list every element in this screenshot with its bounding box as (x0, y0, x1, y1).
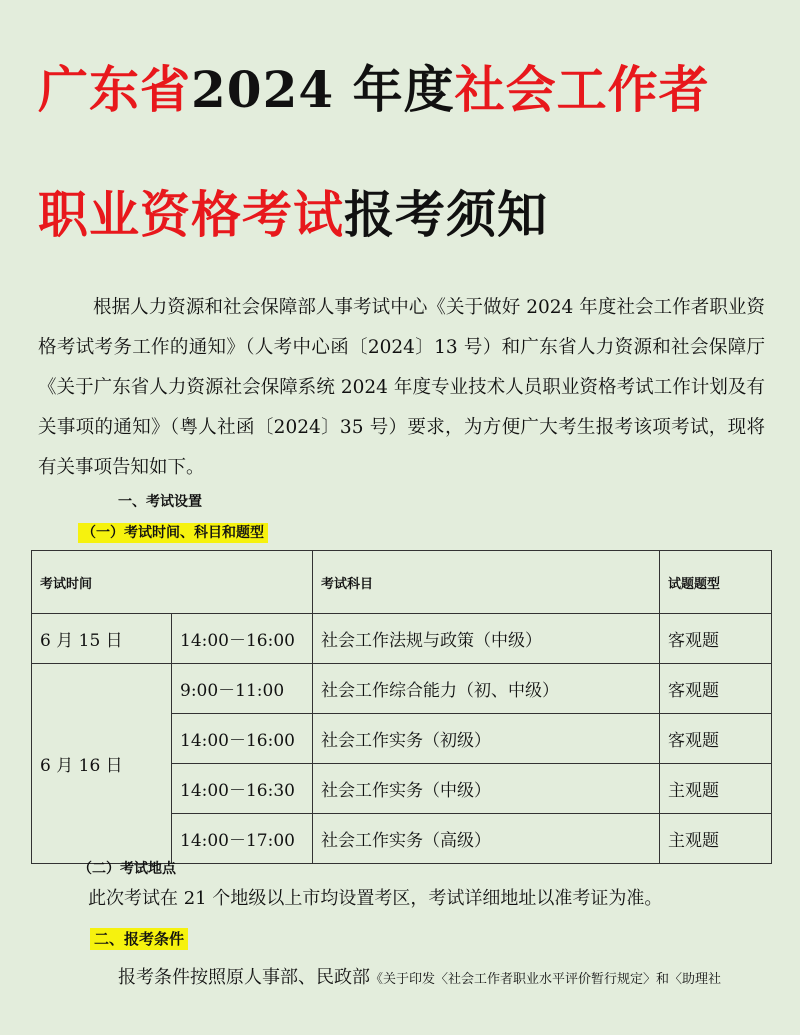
section1-heading: 一、考试设置 (118, 494, 202, 510)
subject-cell: 社会工作实务（高级） (313, 814, 660, 864)
table-header-row (32, 551, 772, 614)
section2-heading (90, 928, 188, 949)
date-cell: 6 月 16 日 (32, 664, 172, 864)
eligibility-doc-ref: 《关于印发〈社会工作者职业水平评价暂行规定〉和〈助理社 (370, 972, 722, 987)
section2-highlight: 二、报考条件 (90, 928, 188, 950)
title-year: 2024 年度 (191, 60, 455, 119)
subject-cell: 社会工作实务（初级） (313, 714, 660, 764)
type-cell: 客观题 (660, 614, 772, 664)
title-province: 广东省 (38, 60, 191, 119)
type-cell: 客观题 (660, 664, 772, 714)
header-exam-time: 考试时间 (32, 551, 313, 614)
time-cell: 14:00－17:00 (172, 814, 313, 864)
sub1-highlight: （一）考试时间、科目和题型 (78, 523, 268, 543)
header-exam-subject: 考试科目 (313, 551, 660, 614)
exam-schedule-table (31, 550, 772, 864)
eligibility-paragraph (118, 963, 721, 989)
title-notice: 报考须知 (344, 185, 548, 244)
page-title-line1 (38, 50, 710, 122)
location-paragraph: 此次考试在 21 个地级以上市均设置考区，考试详细地址以准考证为准。 (88, 888, 663, 909)
section1-sub2-heading: （二）考试地点 (78, 861, 176, 877)
subject-cell: 社会工作综合能力（初、中级） (313, 664, 660, 714)
page-title-line2 (38, 175, 548, 247)
type-cell: 客观题 (660, 714, 772, 764)
time-cell: 14:00－16:00 (172, 614, 313, 664)
time-cell: 9:00－11:00 (172, 664, 313, 714)
time-cell: 14:00－16:30 (172, 764, 313, 814)
time-cell: 14:00－16:00 (172, 714, 313, 764)
title-profession: 社会工作者 (454, 60, 710, 119)
type-cell: 主观题 (660, 814, 772, 864)
eligibility-text: 报考条件按照原人事部、民政部 (118, 967, 370, 988)
table-row (32, 664, 772, 714)
type-cell: 主观题 (660, 764, 772, 814)
subject-cell: 社会工作实务（中级） (313, 764, 660, 814)
section1-sub1-heading (78, 522, 268, 542)
intro-paragraph: 根据人力资源和社会保障部人事考试中心《关于做好 2024 年度社会工作者职业资格考试考务工作的通知》（人考中心函〔2024〕13 号）和广东省人力资源和社会保障厅《关于广东省人力资源社会保障系统 2024 年度专业技术人员职业资格考试工作计划及有关事项的通知》（粤人社函〔2024〕35 号）要求，为方便广大考生报考该项考试，现将有关事项告知如下。 (38, 297, 765, 478)
header-question-type: 试题题型 (660, 551, 772, 614)
title-exam: 职业资格考试 (38, 185, 344, 244)
table-row (32, 614, 772, 664)
subject-cell: 社会工作法规与政策（中级） (313, 614, 660, 664)
date-cell: 6 月 15 日 (32, 614, 172, 664)
